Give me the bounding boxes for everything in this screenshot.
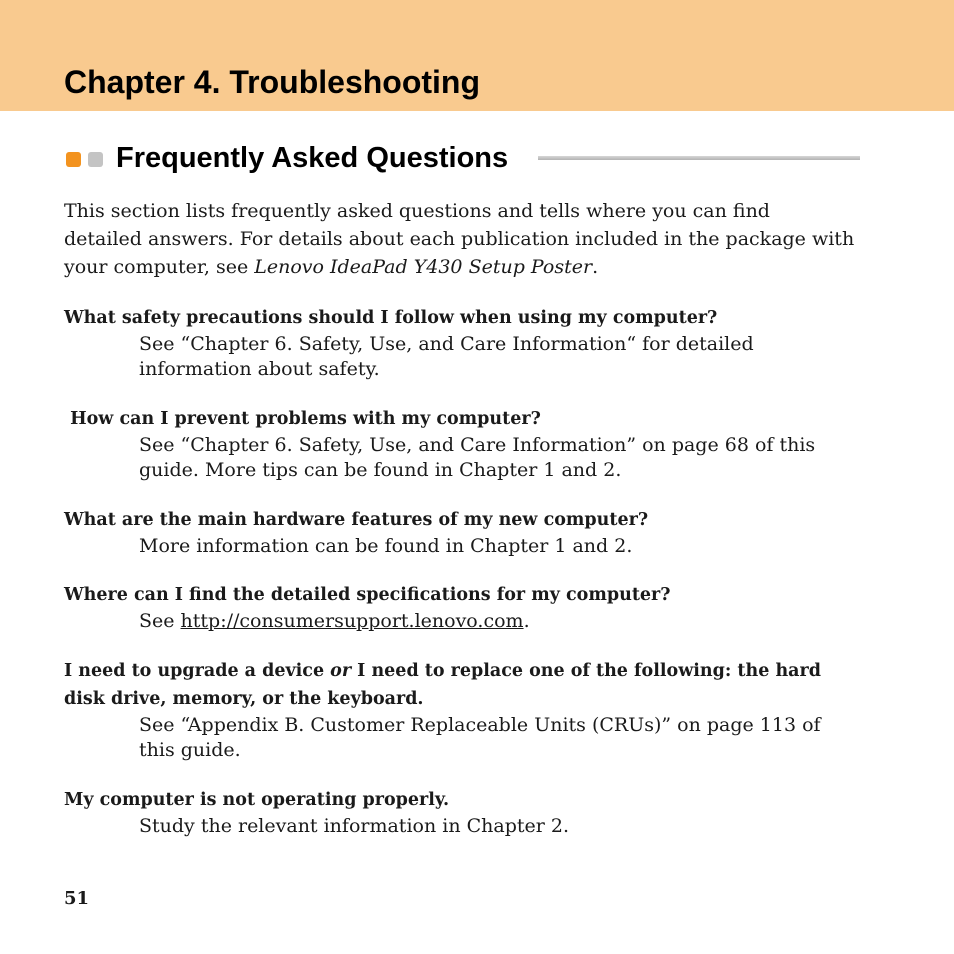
chapter-title: Chapter 4. Troubleshooting — [64, 64, 481, 100]
faq-answer-line: See “Chapter 6. Safety, Use, and Care Information“ for detailed — [139, 333, 754, 355]
intro-text: your computer, see — [64, 256, 255, 278]
intro-line — [64, 253, 864, 281]
intro-text: . — [592, 256, 599, 278]
faq-item-not-operating — [64, 786, 864, 839]
faq-answer-line: See “Chapter 6. Safety, Use, and Care Information” on page 68 of this — [139, 434, 816, 456]
faq-answer-line — [139, 609, 849, 634]
faq-question: How can I prevent problems with my computer? — [64, 409, 541, 429]
section-divider — [538, 156, 860, 160]
faq-item-prevent-problems — [64, 405, 864, 483]
faq-question: My computer is not operating properly. — [64, 790, 450, 810]
faq-item-upgrade-device — [64, 657, 864, 763]
chapter-header-band — [0, 0, 954, 111]
faq-question-emphasis: or — [330, 661, 352, 681]
faq-answer-line: See “Appendix B. Customer Replaceable Units (CRUs)” on page 113 of — [139, 714, 821, 736]
intro-paragraph — [64, 197, 864, 281]
gray-square-bullet-icon — [88, 152, 103, 167]
section-title: Frequently Asked Questions — [116, 142, 509, 174]
faq-answer-line: Study the relevant information in Chapter 2. — [139, 815, 569, 837]
faq-question: disk drive, memory, or the keyboard. — [64, 689, 424, 709]
faq-item-safety — [64, 304, 864, 382]
faq-answer-text: See — [139, 610, 181, 632]
section-heading — [64, 138, 860, 178]
faq-answer-line: this guide. — [139, 739, 241, 761]
faq-question: Where can I find the detailed specifications for my computer? — [64, 585, 671, 605]
intro-line: This section lists frequently asked questions and tells where you can find — [64, 200, 770, 222]
faq-answer-text: . — [523, 610, 530, 632]
orange-square-bullet-icon — [66, 152, 81, 167]
faq-question — [64, 657, 864, 685]
faq-question-text: I need to upgrade a device — [64, 661, 331, 681]
support-link[interactable]: http://consumersupport.lenovo.com — [180, 610, 524, 632]
faq-answer-line: guide. More tips can be found in Chapter 1 and 2. — [139, 459, 622, 481]
faq-question: What are the main hardware features of my new computer? — [64, 510, 649, 530]
faq-answer-line: information about safety. — [139, 358, 380, 380]
faq-answer-line: More information can be found in Chapter 1 and 2. — [139, 535, 633, 557]
faq-item-hardware-features — [64, 506, 864, 559]
publication-title: Lenovo IdeaPad Y430 Setup Poster — [254, 256, 593, 278]
page-number: 51 — [64, 888, 90, 909]
faq-question-text: I need to replace one of the following: the hard — [351, 661, 821, 681]
faq-item-specifications — [64, 581, 864, 634]
faq-question: What safety precautions should I follow when using my computer? — [64, 308, 718, 328]
intro-line: detailed answers. For details about each publication included in the package with — [64, 228, 855, 250]
